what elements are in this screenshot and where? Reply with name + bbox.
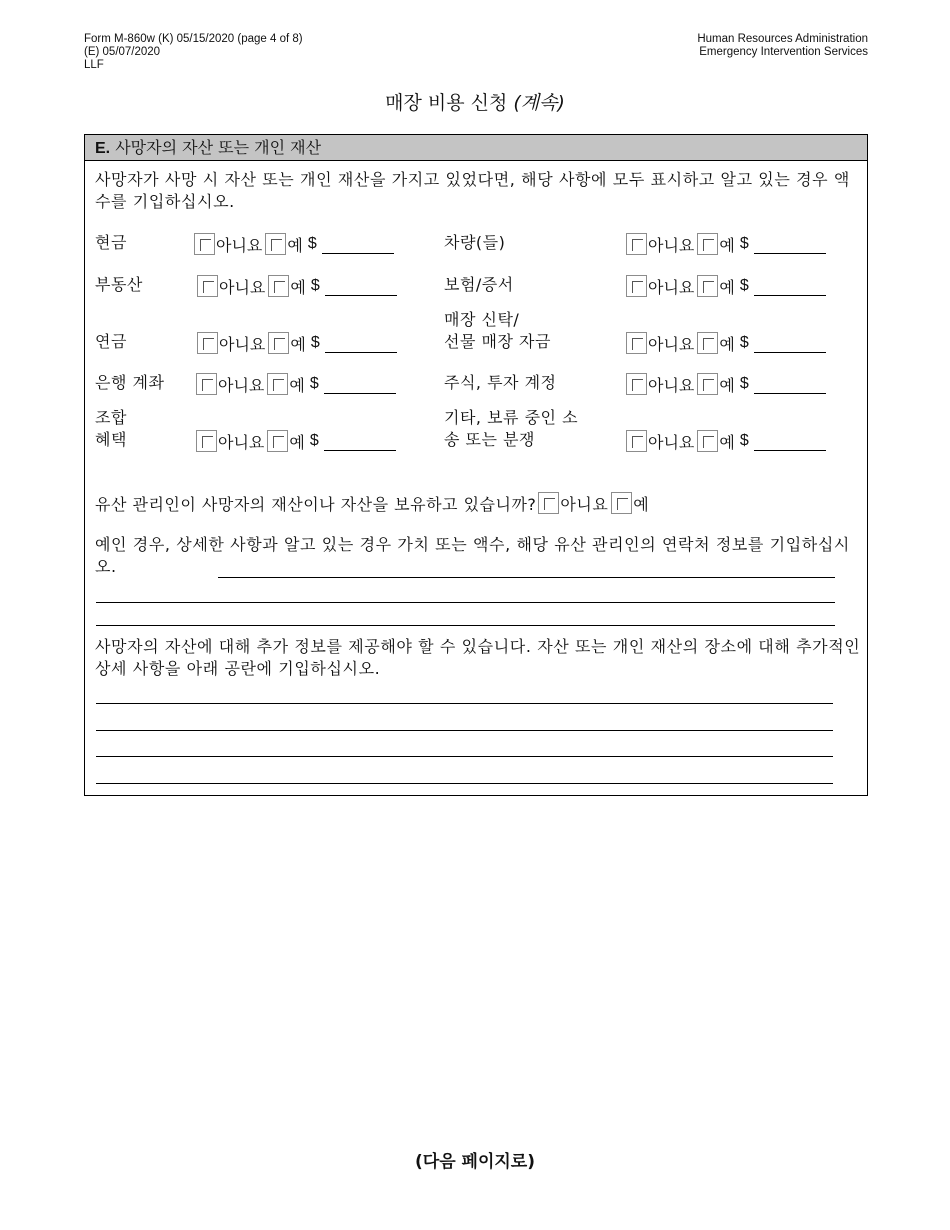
no-label: 아니요	[216, 235, 263, 255]
vehicles-yes-checkbox[interactable]	[697, 233, 718, 255]
yes-label: 예	[719, 334, 735, 354]
form-code: LLF	[84, 59, 104, 71]
estate-detail-instructions: 예인 경우, 상세한 사항과 알고 있는 경우 가치 또는 액수, 해당 유산 관리인의 연락처 정보를 기입하십시오.	[95, 535, 850, 576]
estate-yes-checkbox[interactable]	[611, 492, 632, 514]
real-estate-amount-field[interactable]	[325, 277, 397, 296]
asset-label-real-estate: 부동산	[95, 275, 143, 294]
bank-account-yes-checkbox[interactable]	[267, 373, 288, 395]
page-title-main: 매장 비용 신청	[385, 92, 508, 114]
union-benefits-amount-field[interactable]	[324, 432, 396, 451]
union-benefits-line1: 조합	[95, 408, 127, 427]
asset-label-pension: 연금	[95, 332, 127, 351]
section-header	[85, 135, 867, 161]
asset-label-cash: 현금	[95, 233, 127, 252]
estate-detail-line-1[interactable]	[218, 577, 835, 578]
estate-question-row	[95, 491, 649, 515]
pension-amount-field[interactable]	[325, 334, 397, 353]
estate-no-checkbox[interactable]	[538, 492, 559, 514]
dollar-sign: $	[309, 375, 319, 392]
asset-options-stocks	[626, 372, 826, 396]
dollar-sign: $	[309, 432, 319, 449]
no-label: 아니요	[648, 277, 695, 297]
cash-no-checkbox[interactable]	[194, 233, 215, 255]
dollar-sign: $	[310, 334, 320, 351]
agency-division: Emergency Intervention Services	[699, 46, 868, 58]
no-label: 아니요	[219, 277, 266, 297]
asset-options-other-pending	[626, 429, 826, 453]
continue-next-page: (다음 페이지로)	[415, 1152, 535, 1172]
yes-label: 예	[290, 334, 306, 354]
estate-question: 유산 관리인이 사망자의 재산이나 자산을 보유하고 있습니까?	[95, 494, 537, 514]
dollar-sign: $	[739, 432, 749, 449]
yes-label: 예	[719, 235, 735, 255]
yes-label: 예	[719, 375, 735, 395]
form-id-block	[84, 33, 303, 72]
asset-label-burial-trust	[444, 309, 551, 353]
asset-options-insurance	[626, 274, 826, 298]
section-heading: 사망자의 자산 또는 개인 재산	[115, 138, 322, 157]
dollar-sign: $	[739, 277, 749, 294]
insurance-amount-field[interactable]	[754, 277, 826, 296]
asset-label-bank-account: 은행 계좌	[95, 373, 165, 392]
other-pending-amount-field[interactable]	[754, 432, 826, 451]
yes-label: 예	[289, 375, 305, 395]
dollar-sign: $	[739, 334, 749, 351]
insurance-no-checkbox[interactable]	[626, 275, 647, 297]
burial-trust-yes-checkbox[interactable]	[697, 332, 718, 354]
burial-trust-line2: 선물 매장 자금	[444, 332, 551, 351]
no-label: 아니요	[648, 334, 695, 354]
no-label: 아니요	[218, 375, 265, 395]
asset-options-pension	[197, 331, 397, 355]
yes-label: 예	[719, 277, 735, 297]
dollar-sign: $	[739, 235, 749, 252]
page-title-continued: (계속)	[513, 92, 565, 114]
stocks-amount-field[interactable]	[754, 375, 826, 394]
asset-label-stocks: 주식, 투자 계정	[444, 373, 557, 392]
asset-label-union-benefits	[95, 407, 127, 451]
section-e	[84, 134, 868, 796]
union-benefits-yes-checkbox[interactable]	[267, 430, 288, 452]
stocks-yes-checkbox[interactable]	[697, 373, 718, 395]
yes-label: 예	[289, 432, 305, 452]
union-benefits-line2: 혜택	[95, 430, 127, 449]
estate-detail-line-2[interactable]	[96, 602, 835, 603]
dollar-sign: $	[310, 277, 320, 294]
asset-options-bank-account	[196, 372, 396, 396]
additional-info-instructions: 사망자의 자산에 대해 추가 정보를 제공해야 할 수 있습니다. 자산 또는 개인 재산의 장소에 대해 추가적인 상세 사항을 아래 공란에 기입하십시오.	[95, 637, 861, 678]
real-estate-yes-checkbox[interactable]	[268, 275, 289, 297]
no-label: 아니요	[560, 494, 609, 514]
dollar-sign: $	[739, 375, 749, 392]
cash-yes-checkbox[interactable]	[265, 233, 286, 255]
cash-amount-field[interactable]	[322, 235, 394, 254]
asset-label-vehicles: 차량(들)	[444, 233, 506, 252]
no-label: 아니요	[648, 432, 695, 452]
additional-info-line-1[interactable]	[96, 703, 833, 704]
asset-label-other-pending	[444, 407, 578, 451]
burial-trust-amount-field[interactable]	[754, 334, 826, 353]
asset-options-cash	[194, 232, 394, 256]
vehicles-amount-field[interactable]	[754, 235, 826, 254]
asset-options-vehicles	[626, 232, 826, 256]
asset-options-burial-trust	[626, 331, 826, 355]
english-version-date: (E) 05/07/2020	[84, 46, 161, 58]
form-number: Form M-860w (K) 05/15/2020 (page 4 of 8)	[84, 33, 303, 45]
burial-trust-no-checkbox[interactable]	[626, 332, 647, 354]
other-pending-no-checkbox[interactable]	[626, 430, 647, 452]
yes-label: 예	[719, 432, 735, 452]
insurance-yes-checkbox[interactable]	[697, 275, 718, 297]
burial-trust-line1: 매장 신탁/	[444, 310, 520, 329]
other-pending-line2: 송 또는 분쟁	[444, 430, 535, 449]
page-title	[0, 88, 950, 115]
pension-yes-checkbox[interactable]	[268, 332, 289, 354]
section-intro: 사망자가 사망 시 자산 또는 개인 재산을 가지고 있었다면, 해당 사항에 모두 표시하고 알고 있는 경우 액수를 기입하십시오.	[95, 170, 850, 211]
asset-label-insurance: 보험/증서	[444, 275, 514, 294]
agency-block	[697, 33, 868, 59]
no-label: 아니요	[219, 334, 266, 354]
dollar-sign: $	[307, 235, 317, 252]
other-pending-yes-checkbox[interactable]	[697, 430, 718, 452]
no-label: 아니요	[218, 432, 265, 452]
no-label: 아니요	[648, 235, 695, 255]
additional-info-line-4[interactable]	[96, 783, 833, 784]
pension-no-checkbox[interactable]	[197, 332, 218, 354]
agency-name: Human Resources Administration	[697, 33, 868, 45]
asset-options-real-estate	[197, 274, 397, 298]
additional-info-line-2[interactable]	[96, 730, 833, 731]
bank-account-amount-field[interactable]	[324, 375, 396, 394]
vehicles-no-checkbox[interactable]	[626, 233, 647, 255]
yes-label: 예	[290, 277, 306, 297]
other-pending-line1: 기타, 보류 중인 소	[444, 408, 579, 427]
yes-label: 예	[633, 494, 650, 514]
stocks-no-checkbox[interactable]	[626, 373, 647, 395]
yes-label: 예	[287, 235, 303, 255]
no-label: 아니요	[648, 375, 695, 395]
asset-options-union-benefits	[196, 429, 396, 453]
bank-account-no-checkbox[interactable]	[196, 373, 217, 395]
additional-info-line-3[interactable]	[96, 756, 833, 757]
real-estate-no-checkbox[interactable]	[197, 275, 218, 297]
section-letter: E.	[95, 140, 111, 157]
estate-detail-line-3[interactable]	[96, 625, 835, 626]
union-benefits-no-checkbox[interactable]	[196, 430, 217, 452]
